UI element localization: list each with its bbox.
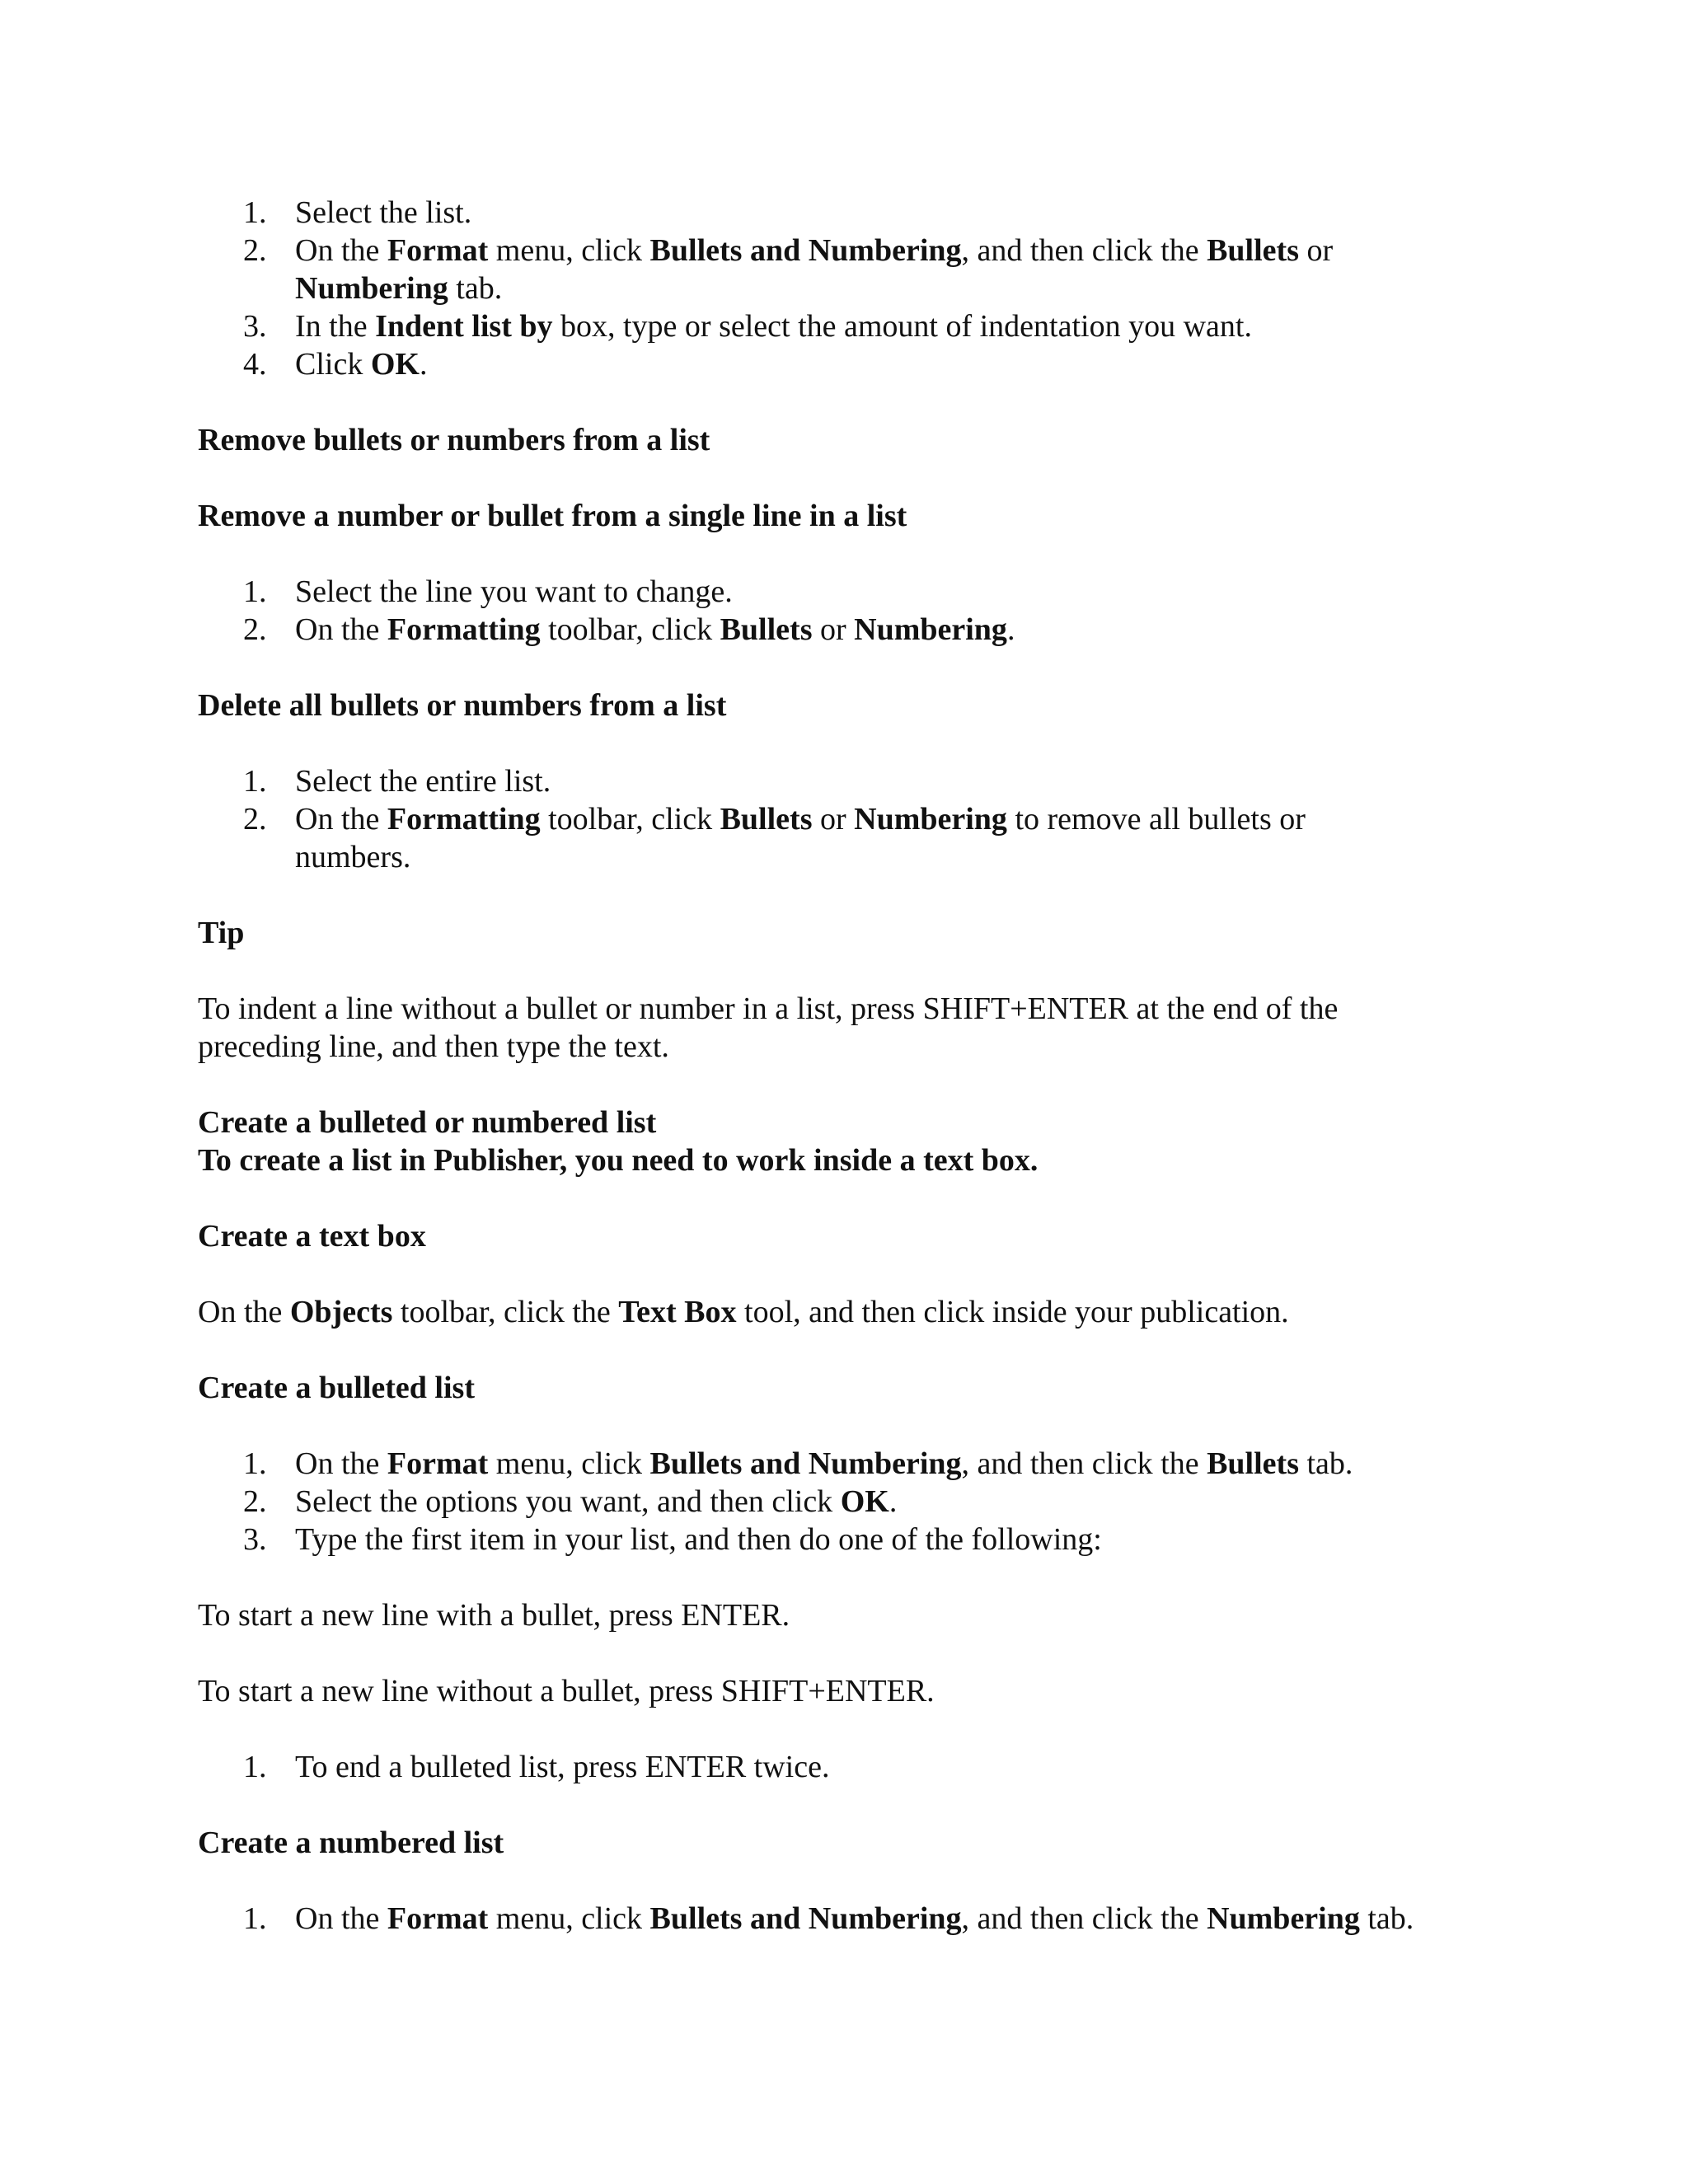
list-item-text: Select the line you want to change. xyxy=(295,574,733,609)
section-heading: Delete all bullets or numbers from a list xyxy=(198,688,727,723)
tip-heading: Tip xyxy=(198,916,245,950)
section-heading: Remove a number or bullet from a single line in a list xyxy=(198,499,907,533)
list-number: 1. xyxy=(243,195,267,230)
list-item-text: Numbering tab. xyxy=(295,271,503,306)
list-number: 2. xyxy=(243,233,267,268)
list-item-text: Select the entire list. xyxy=(295,764,551,799)
tip-text: preceding line, and then type the text. xyxy=(198,1029,669,1064)
list-number: 2. xyxy=(243,1484,267,1519)
paragraph: On the Objects toolbar, click the Text Box tool, and then click inside your publication. xyxy=(198,1295,1289,1329)
list-item-text: On the Format menu, click Bullets and Numbering, and then click the Numbering tab. xyxy=(295,1901,1414,1936)
list-item-text: Select the list. xyxy=(295,195,472,230)
list-number: 1. xyxy=(243,1750,267,1784)
list-number: 2. xyxy=(243,612,267,647)
paragraph: To start a new line with a bullet, press ENTER. xyxy=(198,1598,790,1633)
list-item-text: On the Format menu, click Bullets and Numbering, and then click the Bullets or xyxy=(295,233,1334,268)
list-item-text: To end a bulleted list, press ENTER twice. xyxy=(295,1750,830,1784)
section-heading: Create a text box xyxy=(198,1219,426,1254)
list-item-text: In the Indent list by box, type or select the amount of indentation you want. xyxy=(295,309,1252,344)
section-heading: Remove bullets or numbers from a list xyxy=(198,423,710,457)
list-number: 3. xyxy=(243,309,267,344)
tip-text: To indent a line without a bullet or number in a list, press SHIFT+ENTER at the end of the xyxy=(198,991,1339,1026)
paragraph: To start a new line without a bullet, press SHIFT+ENTER. xyxy=(198,1674,935,1708)
section-heading: Create a numbered list xyxy=(198,1825,504,1860)
list-number: 4. xyxy=(243,347,267,382)
section-heading: Create a bulleted list xyxy=(198,1371,475,1405)
list-item-text: On the Formatting toolbar, click Bullets or Numbering to remove all bullets or xyxy=(295,802,1306,837)
list-item-text: Click OK. xyxy=(295,347,428,382)
list-number: 1. xyxy=(243,574,267,609)
list-number: 3. xyxy=(243,1522,267,1557)
list-item-text: Type the first item in your list, and then do one of the following: xyxy=(295,1522,1102,1557)
list-number: 2. xyxy=(243,802,267,837)
list-number: 1. xyxy=(243,1901,267,1936)
list-number: 1. xyxy=(243,764,267,799)
list-item-text: numbers. xyxy=(295,840,411,874)
list-number: 1. xyxy=(243,1446,267,1481)
section-heading: Create a bulleted or numbered list xyxy=(198,1105,657,1140)
list-item-text: Select the options you want, and then click OK. xyxy=(295,1484,898,1519)
list-item-text: On the Formatting toolbar, click Bullets or Numbering. xyxy=(295,612,1015,647)
list-item-text: On the Format menu, click Bullets and Numbering, and then click the Bullets tab. xyxy=(295,1446,1353,1481)
section-subheading: To create a list in Publisher, you need to work inside a text box. xyxy=(198,1143,1039,1178)
